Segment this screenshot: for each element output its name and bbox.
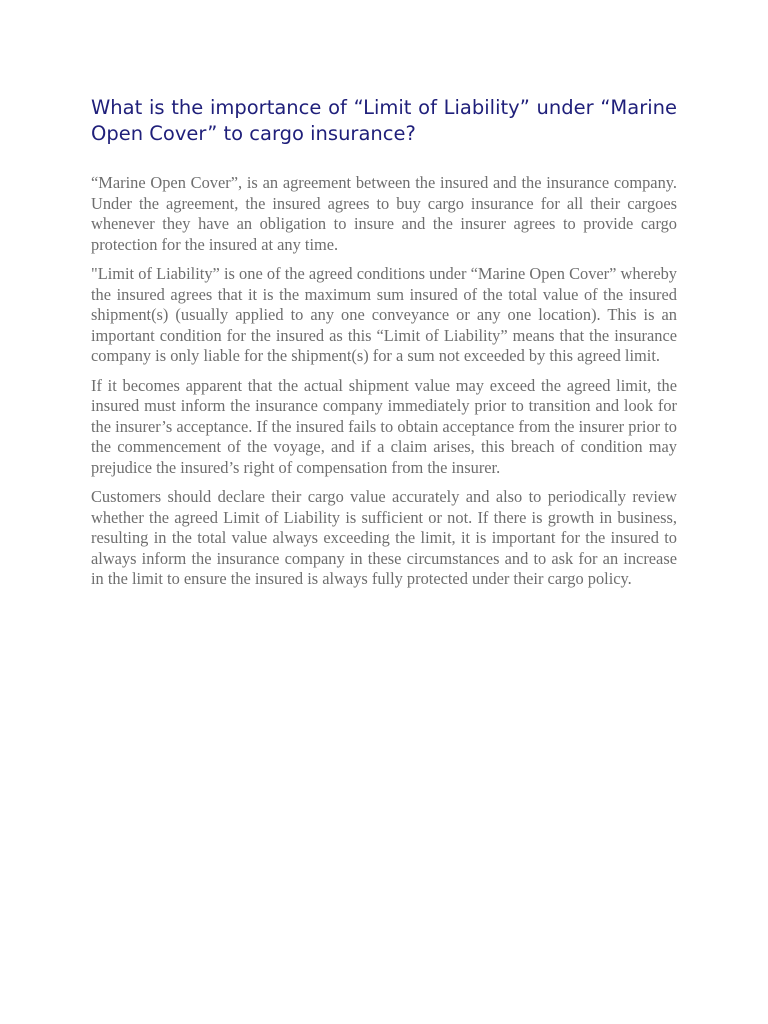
paragraph-limit-of-liability: "Limit of Liability” is one of the agreed conditions under “Marine Open Cover” whereby the insured agrees that it is the maximum sum insured of the total value of the insured shipment(s) (usually applied to any one conveyance or any one location). This is an important condition for the insured as this “Limit of Liability” means that the insurance company is only liable for the shipment(s) for a sum not exceeded by this agreed limit. — [91, 264, 677, 365]
paragraph-marine-open-cover: “Marine Open Cover”, is an agreement between the insured and the insurance company. Under the agreement, the insured agrees to buy cargo insurance for all their cargoes whenever they have an obligation to insure and the insurer agrees to provide cargo protection for the insured at any time. — [91, 173, 677, 254]
document-body — [91, 95, 677, 599]
paragraph-customer-advice: Customers should declare their cargo value accurately and also to periodically review whether the agreed Limit of Liability is sufficient or not. If there is growth in business, resulting in the total value always exceeding the limit, it is important for the insured to always inform the insurance company in these circumstances and to ask for an increase in the limit to ensure the insured is always fully protected under their cargo policy. — [91, 487, 677, 588]
document-title: What is the importance of “Limit of Liability” under “Marine Open Cover” to cargo insurance? — [91, 96, 677, 145]
paragraph-exceeding-limit: If it becomes apparent that the actual shipment value may exceed the agreed limit, the insured must inform the insurance company immediately prior to transition and look for the insurer’s acceptance. If the insured fails to obtain acceptance from the insurer prior to the commencement of the voyage, and if a claim arises, this breach of condition may prejudice the insured’s right of compensation from the insurer. — [91, 375, 677, 477]
